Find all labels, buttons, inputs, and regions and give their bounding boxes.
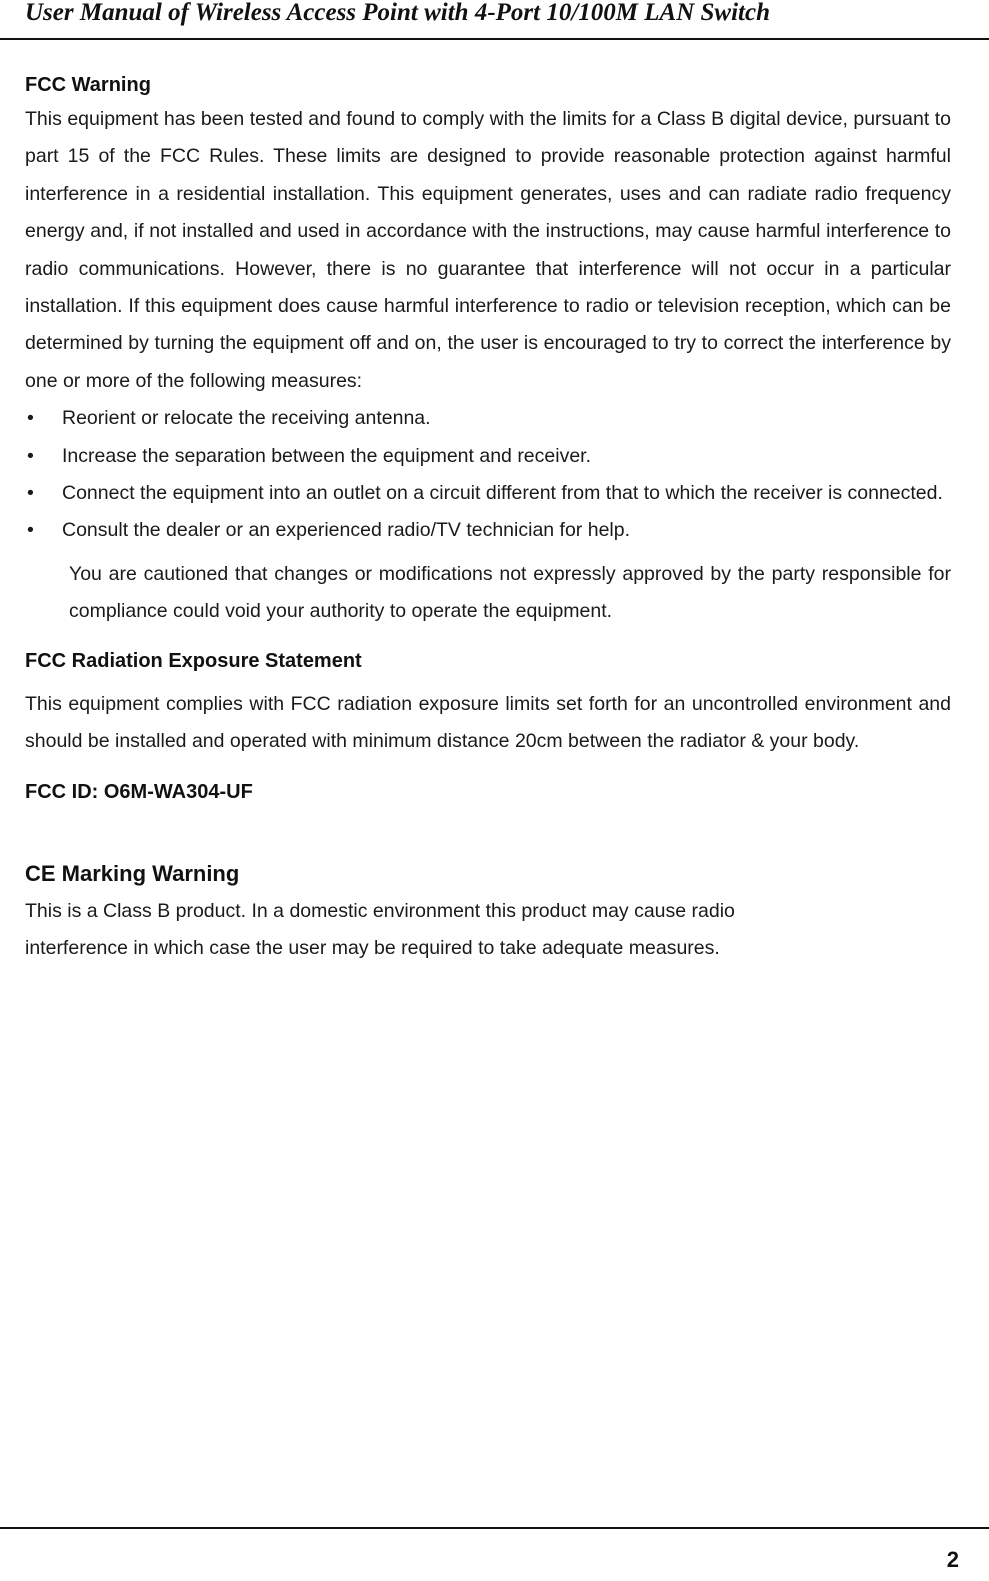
list-item-text: Reorient or relocate the receiving antenna. [62,407,431,430]
fcc-warning-paragraph: This equipment has been tested and found to comply with the limits for a Class B digital device, pursuant to part 15 of the FCC Rules. These limits are designed to provide reasonable protection against harmful interference in a residential installation. This equipment generates, uses and can radiate radio frequency energy and, if not installed and used in accordance with the instructions, may cause harmful interference to radio communications. However, there is no guarantee that interference will not occur in a particular installation. If this equipment does cause harmful interference to radio or television reception, which can be determined by turning the equipment off and on, the user is encouraged to try to correct the interference by one or more of the following measures: [25,108,951,392]
list-item [25,438,951,475]
fcc-id-label: FCC ID: O6M-WA304-UF [25,780,253,803]
caution-paragraph: You are cautioned that changes or modifications not expressly approved by the party responsible for compliance could void your authority to operate the equipment. [69,562,951,622]
list-item-text: Connect the equipment into an outlet on a circuit different from that to which the receiver is connected. [62,482,943,505]
ce-marking-heading: CE Marking Warning [25,860,240,886]
measures-list [25,400,951,550]
fcc-warning-section [25,70,951,630]
fcc-radiation-paragraph: This equipment complies with FCC radiation exposure limits set forth for an uncontrolled environment and should be installed and operated with minimum distance 20cm between the radiator & your body. [25,692,951,753]
ce-marking-line-1: This is a Class B product. In a domestic environment this product may cause radio [25,899,735,922]
header-divider [0,38,989,40]
fcc-radiation-heading: FCC Radiation Exposure Statement [25,649,362,672]
list-item [25,400,951,437]
bullet-icon: • [27,519,34,542]
document-body [25,70,951,967]
list-item-text: Consult the dealer or an experienced radio/TV technician for help. [62,519,631,542]
ce-marking-section [25,859,951,967]
list-item [25,475,951,512]
footer-divider [0,1527,989,1529]
fcc-warning-heading: FCC Warning [25,74,151,96]
ce-marking-line-2: interference in which case the user may be required to take adequate measures. [25,936,720,959]
page-number: 2 [946,1547,959,1572]
fcc-radiation-section [25,646,951,761]
bullet-icon: • [27,444,34,467]
page-header-title: User Manual of Wireless Access Point with 4-Port 10/100M LAN Switch [25,0,770,26]
list-item-text: Increase the separation between the equipment and receiver. [62,444,592,467]
bullet-icon: • [27,482,34,505]
list-item [25,512,951,549]
bullet-icon: • [27,407,34,430]
ce-marking-paragraph [25,893,951,967]
